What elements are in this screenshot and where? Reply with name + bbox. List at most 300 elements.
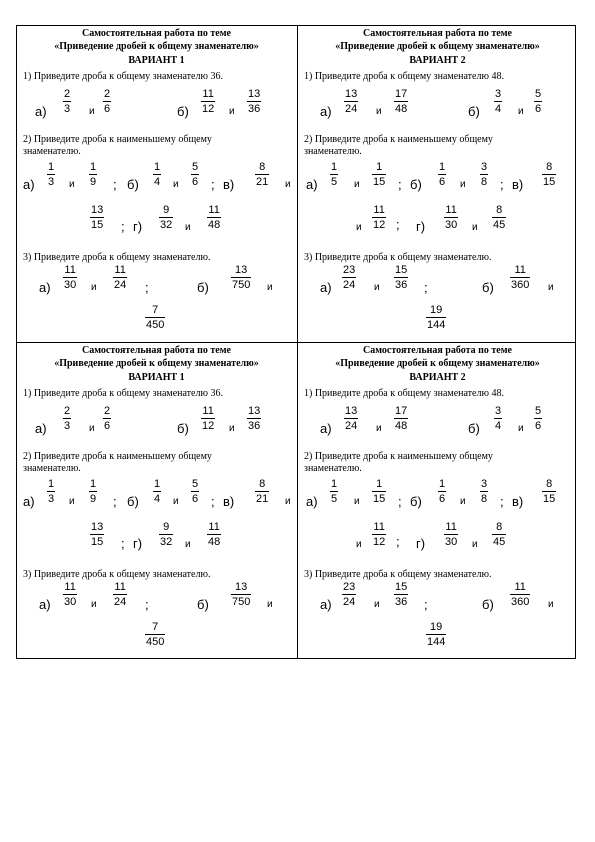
- numerator: 1: [154, 161, 161, 173]
- denominator: 9: [90, 176, 97, 188]
- denominator: 15: [543, 493, 556, 505]
- separator-word: и: [518, 423, 524, 434]
- item-label: а): [35, 104, 47, 119]
- fraction-q1a1: [344, 405, 358, 432]
- denominator: 3: [48, 493, 55, 505]
- worksheet-card-v2-2: [298, 26, 577, 342]
- numerator: 1: [439, 478, 446, 490]
- fraction-q1b1: [494, 405, 502, 432]
- worksheet-card-v2-4: [298, 343, 577, 659]
- separator-word: и: [229, 423, 235, 434]
- denominator: 30: [445, 219, 458, 231]
- fraction-q1a1: [63, 405, 71, 432]
- item-label: ;: [424, 280, 428, 295]
- task-text: 2) Приведите дроба к наименьшему общему: [23, 451, 212, 462]
- separator-word: и: [285, 179, 291, 190]
- task-text: 1) Приведите дроба к общему знаменателю 36.: [23, 71, 223, 82]
- numerator: 3: [495, 405, 502, 417]
- fraction-q1b1: [201, 88, 215, 115]
- numerator: 7: [152, 621, 159, 633]
- denominator: 24: [114, 596, 127, 608]
- numerator: 11: [373, 204, 385, 216]
- task-text: 2) Приведите дроба к наименьшему общему: [23, 134, 212, 145]
- numerator: 3: [481, 478, 488, 490]
- numerator: 13: [248, 88, 261, 100]
- separator-word: и: [173, 179, 179, 190]
- separator-word: и: [69, 496, 75, 507]
- fraction-q3b2: [145, 621, 165, 648]
- denominator: 24: [343, 596, 356, 608]
- task-text: 3) Приведите дроба к общему знаменателю.: [23, 569, 211, 580]
- fraction-q2c2: [90, 521, 104, 548]
- denominator: 6: [104, 103, 111, 115]
- numerator: 8: [546, 478, 553, 490]
- denominator: 48: [395, 103, 408, 115]
- fraction-q2b2: [191, 161, 199, 188]
- item-label: б): [177, 104, 189, 119]
- fraction-q3a2: [394, 581, 408, 608]
- fraction-q2c1: [255, 478, 269, 505]
- denominator: 144: [427, 636, 446, 648]
- item-label: ;: [145, 597, 149, 612]
- fraction-q2a1: [330, 478, 338, 505]
- fraction-q2c1: [542, 161, 556, 188]
- item-label: б): [410, 177, 422, 192]
- fraction-q3b2: [426, 621, 446, 648]
- task-text: 1) Приведите дроба к общему знаменателю 48.: [304, 71, 504, 82]
- numerator: 1: [154, 478, 161, 490]
- fraction-q1a2: [103, 88, 111, 115]
- numerator: 13: [345, 88, 358, 100]
- numerator: 1: [48, 161, 55, 173]
- denominator: 24: [343, 279, 356, 291]
- fraction-q3b1: [510, 581, 530, 608]
- item-label: г): [133, 536, 143, 551]
- item-label: ;: [398, 494, 402, 509]
- denominator: 30: [445, 536, 458, 548]
- numerator: 15: [395, 264, 408, 276]
- separator-word: и: [374, 599, 380, 610]
- numerator: 9: [163, 204, 170, 216]
- numerator: 5: [192, 478, 199, 490]
- numerator: 5: [535, 405, 542, 417]
- task-text: знаменателю.: [23, 463, 81, 474]
- worksheet-card-v1-3: [17, 343, 296, 659]
- denominator: 45: [493, 219, 506, 231]
- numerator: 2: [64, 88, 71, 100]
- fraction-q2c1: [542, 478, 556, 505]
- fraction-q2a2: [372, 478, 386, 505]
- separator-word: и: [354, 496, 360, 507]
- numerator: 2: [104, 405, 111, 417]
- separator-word: и: [356, 539, 362, 550]
- denominator: 36: [395, 279, 408, 291]
- denominator: 12: [373, 219, 386, 231]
- fraction-q3b1: [510, 264, 530, 291]
- fraction-q2c2: [90, 204, 104, 231]
- task-text: 3) Приведите дроба к общему знаменателю.: [304, 252, 492, 263]
- item-label: в): [223, 177, 235, 192]
- fraction-q2d1: [159, 521, 173, 548]
- card-title: «Приведение дробей к общему знаменателю»: [54, 41, 259, 52]
- item-label: а): [35, 421, 47, 436]
- numerator: 19: [430, 621, 443, 633]
- fraction-q2d1: [444, 204, 458, 231]
- numerator: 13: [235, 264, 248, 276]
- fraction-q1b1: [201, 405, 215, 432]
- numerator: 2: [104, 88, 111, 100]
- numerator: 23: [343, 581, 356, 593]
- separator-word: и: [69, 179, 75, 190]
- denominator: 48: [208, 219, 221, 231]
- denominator: 6: [192, 493, 199, 505]
- worksheet-card-v1-1: [17, 26, 296, 342]
- numerator: 1: [90, 478, 97, 490]
- fraction-q2a1: [47, 161, 55, 188]
- denominator: 4: [154, 493, 161, 505]
- denominator: 144: [427, 319, 446, 331]
- item-label: б): [482, 597, 494, 612]
- denominator: 450: [146, 319, 165, 331]
- denominator: 48: [208, 536, 221, 548]
- numerator: 2: [64, 405, 71, 417]
- fraction-q2c1: [255, 161, 269, 188]
- numerator: 11: [445, 204, 457, 216]
- worksheet-sheet: [16, 25, 576, 659]
- item-label: б): [468, 421, 480, 436]
- fraction-q2b1: [438, 161, 446, 188]
- item-label: ;: [396, 534, 400, 549]
- denominator: 4: [154, 176, 161, 188]
- separator-word: и: [472, 539, 478, 550]
- separator-word: и: [229, 106, 235, 117]
- numerator: 17: [395, 88, 408, 100]
- fraction-q2c2: [372, 204, 386, 231]
- task-text: знаменателю.: [304, 146, 362, 157]
- task-text: 2) Приведите дроба к наименьшему общему: [304, 134, 493, 145]
- card-title: «Приведение дробей к общему знаменателю»: [335, 358, 540, 369]
- fraction-q2b2: [480, 478, 488, 505]
- card-title: «Приведение дробей к общему знаменателю»: [335, 41, 540, 52]
- denominator: 450: [146, 636, 165, 648]
- separator-word: и: [173, 496, 179, 507]
- numerator: 13: [91, 204, 104, 216]
- item-label: ;: [500, 177, 504, 192]
- denominator: 12: [202, 420, 215, 432]
- item-label: а): [320, 280, 332, 295]
- numerator: 11: [114, 264, 126, 276]
- denominator: 36: [248, 103, 261, 115]
- denominator: 24: [345, 420, 358, 432]
- card-title: Самостоятельная работа по теме: [82, 345, 231, 356]
- numerator: 9: [163, 521, 170, 533]
- numerator: 11: [114, 581, 126, 593]
- numerator: 23: [343, 264, 356, 276]
- fraction-q3a2: [113, 264, 127, 291]
- separator-word: и: [460, 496, 466, 507]
- numerator: 3: [481, 161, 488, 173]
- denominator: 9: [90, 493, 97, 505]
- item-label: в): [512, 177, 524, 192]
- item-label: ;: [211, 177, 215, 192]
- numerator: 1: [376, 478, 383, 490]
- item-label: ;: [121, 536, 125, 551]
- item-label: а): [39, 280, 51, 295]
- card-title: Самостоятельная работа по теме: [363, 28, 512, 39]
- separator-word: и: [472, 222, 478, 233]
- fraction-q2a1: [47, 478, 55, 505]
- numerator: 11: [202, 405, 214, 417]
- separator-word: и: [376, 423, 382, 434]
- numerator: 19: [430, 304, 443, 316]
- fraction-q2a2: [89, 478, 97, 505]
- fraction-q1a1: [63, 88, 71, 115]
- fraction-q2a1: [330, 161, 338, 188]
- numerator: 5: [192, 161, 199, 173]
- card-title: Самостоятельная работа по теме: [82, 28, 231, 39]
- fraction-q3a2: [394, 264, 408, 291]
- task-text: знаменателю.: [304, 463, 362, 474]
- denominator: 32: [160, 219, 173, 231]
- item-label: б): [127, 494, 139, 509]
- fraction-q1b2: [534, 405, 542, 432]
- item-label: б): [482, 280, 494, 295]
- denominator: 8: [481, 493, 488, 505]
- numerator: 11: [514, 264, 526, 276]
- separator-word: и: [91, 599, 97, 610]
- numerator: 13: [235, 581, 248, 593]
- item-label: ;: [113, 177, 117, 192]
- fraction-q2d1: [159, 204, 173, 231]
- separator-word: и: [356, 222, 362, 233]
- denominator: 24: [345, 103, 358, 115]
- fraction-q1b2: [247, 88, 261, 115]
- fraction-q3b2: [145, 304, 165, 331]
- fraction-q1b2: [534, 88, 542, 115]
- item-label: б): [410, 494, 422, 509]
- separator-word: и: [518, 106, 524, 117]
- separator-word: и: [460, 179, 466, 190]
- item-label: б): [177, 421, 189, 436]
- item-label: б): [197, 280, 209, 295]
- separator-word: и: [185, 222, 191, 233]
- denominator: 5: [331, 493, 338, 505]
- numerator: 13: [91, 521, 104, 533]
- separator-word: и: [376, 106, 382, 117]
- item-label: а): [320, 421, 332, 436]
- fraction-q3a1: [63, 264, 77, 291]
- fraction-q3a1: [342, 581, 356, 608]
- item-label: г): [416, 536, 426, 551]
- fraction-q3a1: [63, 581, 77, 608]
- denominator: 4: [495, 420, 502, 432]
- item-label: ;: [424, 597, 428, 612]
- denominator: 24: [114, 279, 127, 291]
- item-label: г): [416, 219, 426, 234]
- item-label: а): [23, 177, 35, 192]
- fraction-q3b1: [231, 264, 251, 291]
- denominator: 5: [331, 176, 338, 188]
- fraction-q3a1: [342, 264, 356, 291]
- item-label: б): [197, 597, 209, 612]
- numerator: 5: [535, 88, 542, 100]
- denominator: 750: [232, 279, 251, 291]
- denominator: 3: [64, 420, 71, 432]
- denominator: 36: [248, 420, 261, 432]
- separator-word: и: [267, 282, 273, 293]
- denominator: 15: [373, 176, 386, 188]
- task-text: 1) Приведите дроба к общему знаменателю 36.: [23, 388, 223, 399]
- item-label: ;: [398, 177, 402, 192]
- numerator: 13: [248, 405, 261, 417]
- separator-word: и: [267, 599, 273, 610]
- denominator: 12: [202, 103, 215, 115]
- denominator: 4: [495, 103, 502, 115]
- fraction-q1b2: [247, 405, 261, 432]
- numerator: 1: [331, 161, 338, 173]
- denominator: 6: [104, 420, 111, 432]
- denominator: 21: [256, 176, 269, 188]
- item-label: в): [223, 494, 235, 509]
- denominator: 6: [439, 493, 446, 505]
- denominator: 750: [232, 596, 251, 608]
- item-label: а): [306, 494, 318, 509]
- fraction-q2b2: [480, 161, 488, 188]
- denominator: 3: [64, 103, 71, 115]
- separator-word: и: [548, 599, 554, 610]
- denominator: 15: [91, 219, 104, 231]
- denominator: 15: [543, 176, 556, 188]
- separator-word: и: [285, 496, 291, 507]
- separator-word: и: [89, 106, 95, 117]
- numerator: 7: [152, 304, 159, 316]
- numerator: 11: [64, 581, 76, 593]
- denominator: 8: [481, 176, 488, 188]
- denominator: 360: [511, 596, 530, 608]
- fraction-q2d2: [207, 204, 221, 231]
- fraction-q1a1: [344, 88, 358, 115]
- numerator: 17: [395, 405, 408, 417]
- numerator: 8: [259, 478, 266, 490]
- denominator: 12: [373, 536, 386, 548]
- numerator: 1: [439, 161, 446, 173]
- numerator: 11: [202, 88, 214, 100]
- denominator: 21: [256, 493, 269, 505]
- numerator: 8: [496, 521, 503, 533]
- item-label: а): [306, 177, 318, 192]
- fraction-q2b1: [153, 478, 161, 505]
- numerator: 1: [331, 478, 338, 490]
- item-label: а): [320, 104, 332, 119]
- item-label: ;: [113, 494, 117, 509]
- fraction-q1a2: [394, 88, 408, 115]
- numerator: 1: [90, 161, 97, 173]
- numerator: 8: [259, 161, 266, 173]
- fraction-q3b2: [426, 304, 446, 331]
- task-text: 3) Приведите дроба к общему знаменателю.: [304, 569, 492, 580]
- denominator: 6: [535, 420, 542, 432]
- denominator: 6: [535, 103, 542, 115]
- numerator: 1: [376, 161, 383, 173]
- fraction-q1a2: [103, 405, 111, 432]
- fraction-q1b1: [494, 88, 502, 115]
- fraction-q3a2: [113, 581, 127, 608]
- item-label: ;: [121, 219, 125, 234]
- denominator: 6: [192, 176, 199, 188]
- denominator: 15: [373, 493, 386, 505]
- numerator: 11: [514, 581, 526, 593]
- fraction-q2a2: [372, 161, 386, 188]
- task-text: 3) Приведите дроба к общему знаменателю.: [23, 252, 211, 263]
- numerator: 8: [496, 204, 503, 216]
- item-label: б): [468, 104, 480, 119]
- item-label: в): [512, 494, 524, 509]
- separator-word: и: [185, 539, 191, 550]
- fraction-q2d2: [207, 521, 221, 548]
- denominator: 30: [64, 596, 77, 608]
- denominator: 45: [493, 536, 506, 548]
- denominator: 3: [48, 176, 55, 188]
- card-title: ВАРИАНТ 1: [128, 55, 185, 66]
- separator-word: и: [354, 179, 360, 190]
- separator-word: и: [374, 282, 380, 293]
- denominator: 48: [395, 420, 408, 432]
- denominator: 360: [511, 279, 530, 291]
- numerator: 13: [345, 405, 358, 417]
- item-label: ;: [396, 217, 400, 232]
- fraction-q2d1: [444, 521, 458, 548]
- fraction-q1a2: [394, 405, 408, 432]
- numerator: 1: [48, 478, 55, 490]
- card-title: ВАРИАНТ 2: [409, 55, 466, 66]
- separator-word: и: [548, 282, 554, 293]
- numerator: 8: [546, 161, 553, 173]
- numerator: 11: [445, 521, 457, 533]
- numerator: 11: [373, 521, 385, 533]
- denominator: 30: [64, 279, 77, 291]
- item-label: б): [127, 177, 139, 192]
- fraction-q2d2: [492, 204, 506, 231]
- fraction-q3b1: [231, 581, 251, 608]
- denominator: 32: [160, 536, 173, 548]
- fraction-q2c2: [372, 521, 386, 548]
- card-title: «Приведение дробей к общему знаменателю»: [54, 358, 259, 369]
- numerator: 15: [395, 581, 408, 593]
- separator-word: и: [89, 423, 95, 434]
- task-text: 1) Приведите дроба к общему знаменателю 48.: [304, 388, 504, 399]
- denominator: 6: [439, 176, 446, 188]
- numerator: 11: [64, 264, 76, 276]
- item-label: ;: [145, 280, 149, 295]
- item-label: ;: [500, 494, 504, 509]
- task-text: 2) Приведите дроба к наименьшему общему: [304, 451, 493, 462]
- fraction-q2d2: [492, 521, 506, 548]
- separator-word: и: [91, 282, 97, 293]
- numerator: 3: [495, 88, 502, 100]
- item-label: ;: [211, 494, 215, 509]
- fraction-q2a2: [89, 161, 97, 188]
- card-title: ВАРИАНТ 2: [409, 372, 466, 383]
- denominator: 15: [91, 536, 104, 548]
- task-text: знаменателю.: [23, 146, 81, 157]
- item-label: а): [320, 597, 332, 612]
- fraction-q2b1: [438, 478, 446, 505]
- numerator: 11: [208, 521, 220, 533]
- card-title: ВАРИАНТ 1: [128, 372, 185, 383]
- item-label: а): [23, 494, 35, 509]
- card-title: Самостоятельная работа по теме: [363, 345, 512, 356]
- fraction-q2b2: [191, 478, 199, 505]
